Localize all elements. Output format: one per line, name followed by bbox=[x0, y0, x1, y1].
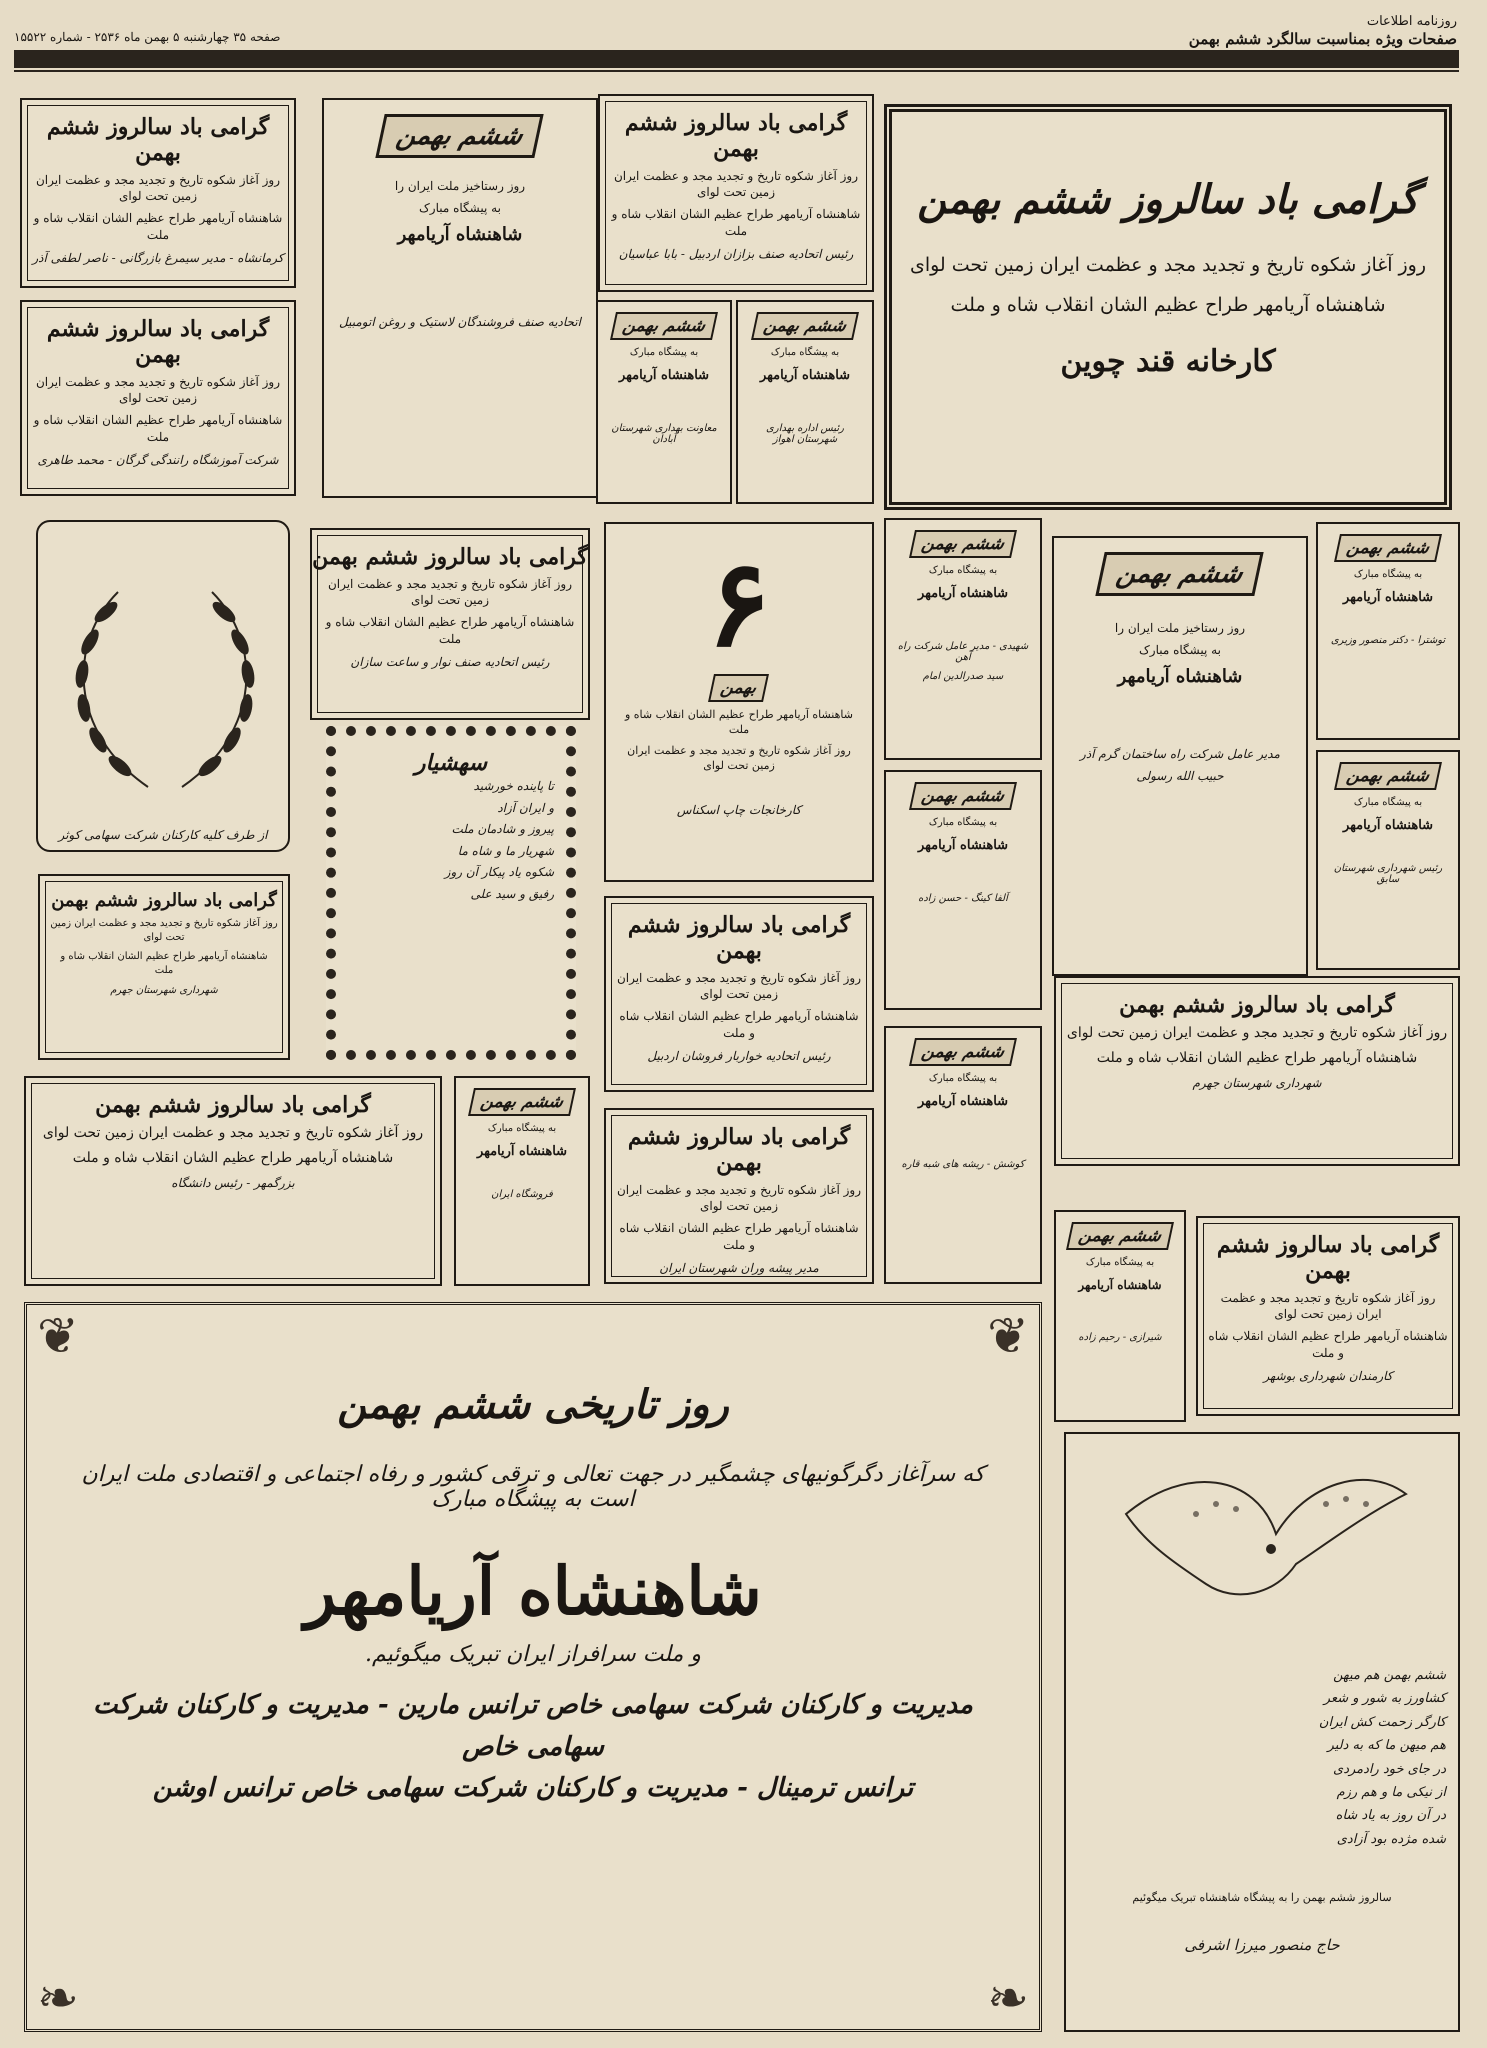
ad-line: به پیشگاه مبارک bbox=[1085, 1257, 1155, 1268]
ad-signature: شیرازی - رحیم زاده bbox=[1078, 1331, 1162, 1343]
ad-signature: کرمانشاه - مدیر سیمرغ بازرگانی - ناصر لطفی آذر bbox=[32, 250, 284, 265]
ad-signature: حاج منصور میرزا اشرفی bbox=[1184, 1935, 1340, 1954]
ad-line: به پیشگاه مبارک bbox=[487, 1123, 557, 1134]
ad-line: روز آغاز شکوه تاریخ و تجدید مجد و عظمت ایران زمین تحت لوای bbox=[627, 743, 851, 772]
ad-line: به پیشگاه مبارک bbox=[1139, 643, 1221, 658]
ad-line: به پیشگاه مبارک bbox=[1353, 569, 1423, 580]
header-rule-thin bbox=[14, 70, 1459, 72]
ad-line: به پیشگاه مبارک bbox=[1353, 797, 1423, 808]
ad-garm-azar bbox=[1052, 536, 1308, 976]
ad-line: روز آغاز شکوه تاریخ و تجدید مجد و عظمت ایران زمین تحت لوای bbox=[42, 1125, 424, 1141]
six-numeral: ۶ bbox=[706, 533, 772, 674]
ad-greeting: گرامی باد سالروز ششم بهمن bbox=[46, 316, 270, 368]
ad-signature: سید صدرالدین امام bbox=[922, 670, 1004, 682]
ad-line: به پیشگاه مبارک bbox=[419, 201, 501, 216]
ad-greeting: گرامی باد سالروز ششم بهمن bbox=[312, 544, 588, 570]
poem bbox=[1066, 1664, 1458, 1851]
ad-logo: ششم بهمن bbox=[610, 312, 718, 340]
ad-brand: شاهنشاه آریامهر bbox=[917, 837, 1009, 853]
poem-line: رفیق و سید علی bbox=[470, 886, 554, 901]
ad-signature: رئیس اتحادیه خواربار فروشان اردبیل bbox=[647, 1048, 831, 1063]
poem-line: در آن روز به یاد شاه bbox=[1335, 1808, 1446, 1824]
poem-line: و ایران آزاد bbox=[497, 800, 554, 815]
ad-logo: بهمن bbox=[708, 674, 769, 702]
ad-jahrom bbox=[1054, 976, 1460, 1166]
ad-signature: رئیس اداره بهداری شهرستان اهواز bbox=[766, 422, 844, 445]
ad-logo: ششم بهمن bbox=[1096, 552, 1265, 596]
ad-bushehr bbox=[1196, 1216, 1460, 1416]
ad-line: که سرآغاز دگرگونیهای چشمگیر در جهت تعالی و ترقی کشور و رفاه اجتماعی و اقتصادی ملت ایران است به پیشگاه مبارک bbox=[81, 1462, 985, 1512]
ad-signature: حبیب الله رسولی bbox=[1136, 769, 1224, 784]
ad-line: روز آغاز شکوه تاریخ و تجدید مجد و عظمت ایران زمین تحت لوای bbox=[35, 173, 281, 204]
ad-brand: شاهنشاه آریامهر bbox=[1342, 817, 1434, 833]
ad-logo: ششم بهمن bbox=[376, 114, 545, 158]
ad-line: روز آغاز شکوه تاریخ و تجدید مجد و عظمت ایران زمین تحت لوای bbox=[35, 375, 281, 406]
poem-line: کارگر زحمت کش ایران bbox=[1318, 1714, 1446, 1730]
ad-signature: کوشش - ریشه های شبه قاره bbox=[901, 1158, 1025, 1170]
ad-brand: شاهنشاه آریامهر bbox=[1117, 666, 1243, 688]
poem-line: کشاورز به شور و شعر bbox=[1323, 1691, 1446, 1707]
ad-ahvaz bbox=[736, 300, 874, 504]
ad-ardabil-grocers bbox=[604, 896, 874, 1092]
poem-line: از نیکی ما و هم رزم bbox=[1336, 1784, 1446, 1800]
ad-line: شاهنشاه آریامهر طراح عظیم الشان انقلاب شاه و ملت bbox=[1096, 1049, 1418, 1066]
ad-line: روز آغاز شکوه تاریخ و تجدید مجد و عظمت ایران زمین تحت لوای bbox=[616, 971, 862, 1002]
ad-trans-marine bbox=[24, 1302, 1042, 2032]
ad-signature: از طرف کلیه کارکنان شرکت سهامی کوثر bbox=[58, 828, 268, 842]
ad-line: شاهنشاه آریامهر طراح عظیم الشان انقلاب شاه و ملت bbox=[72, 1149, 394, 1166]
ad-line: شاهنشاه آریامهر طراح عظیم الشان انقلاب شاه و ملت bbox=[619, 1221, 859, 1252]
ad-line: سالروز ششم بهمن را به پیشگاه شاهنشاه تبریک میگوئیم bbox=[1132, 1891, 1392, 1905]
ad-greeting: گرامی باد سالروز ششم بهمن bbox=[95, 1092, 371, 1118]
ad-ardabil bbox=[598, 94, 874, 292]
ornament-icon: ❦ bbox=[987, 1307, 1029, 1365]
ad-signature: رئیس اتحادیه صنف نوار و ساعت سازان bbox=[350, 654, 550, 669]
ad-line: روز رستاخیز ملت ایران را bbox=[394, 179, 526, 193]
ad-line: شاهنشاه آریامهر طراح عظیم الشان انقلاب شاه و ملت bbox=[1208, 1329, 1448, 1360]
ad-imam bbox=[884, 518, 1042, 760]
ad-signature: کارخانجات چاپ اسکناس bbox=[676, 803, 802, 818]
ad-signature: فروشگاه ایران bbox=[491, 1188, 553, 1200]
ad-logo: ششم بهمن bbox=[909, 1038, 1017, 1066]
ad-line: شاهنشاه آریامهر طراح عظیم الشان انقلاب شاه و ملت bbox=[624, 708, 853, 736]
ad-six-bahman bbox=[604, 522, 874, 882]
ad-line: و ملت سرافراز ایران تبریک میگوئیم. bbox=[364, 1642, 702, 1667]
ad-logo: ششم بهمن bbox=[909, 530, 1017, 558]
ad-univ bbox=[24, 1076, 442, 1286]
ad-title: گرامی باد سالروز ششم بهمن bbox=[917, 176, 1419, 223]
ad-greeting: گرامی باد سالروز ششم بهمن bbox=[51, 890, 277, 911]
ad-line: به پیشگاه مبارک bbox=[928, 817, 998, 828]
laurel-wreath-icon bbox=[58, 562, 272, 802]
ad-title: روز تاریخی ششم بهمن bbox=[337, 1381, 729, 1428]
ad-signature: کارمندان شهرداری بوشهر bbox=[1263, 1368, 1393, 1383]
ad-brand: شاهنشاه آریامهر bbox=[917, 1093, 1009, 1109]
ad-logo: ششم بهمن bbox=[1066, 1222, 1174, 1250]
ad-brand: شاهنشاه آریامهر bbox=[397, 224, 523, 246]
ad-logo: ششم بهمن bbox=[468, 1088, 576, 1116]
ad-dove bbox=[1064, 1432, 1460, 2032]
ad-title: سهشیار bbox=[414, 750, 488, 776]
ad-line: روز آغاز شکوه تاریخ و تجدید مجد و عظمت ایران زمین تحت لوای bbox=[616, 1183, 862, 1214]
ad-line: به پیشگاه مبارک bbox=[770, 347, 840, 358]
dove-icon bbox=[1106, 1454, 1422, 1634]
ad-rahimzadeh bbox=[1054, 1210, 1186, 1422]
ad-logo: ششم بهمن bbox=[1334, 534, 1442, 562]
poem-line: شهریار ما و شاه ما bbox=[457, 843, 554, 858]
ad-line: روز رستاخیز ملت ایران را bbox=[1114, 621, 1246, 635]
ad-line: روز آغاز شکوه تاریخ و تجدید مجد و عظمت ایران زمین تحت لوای bbox=[1220, 1291, 1436, 1322]
ad-line: روز آغاز شکوه تاریخ و تجدید مجد و عظمت ایران زمین تحت لوای bbox=[909, 254, 1427, 276]
poem-line: پیروز و شادمان ملت bbox=[451, 822, 554, 837]
ad-line: شاهنشاه آریامهر طراح عظیم الشان انقلاب شاه و ملت bbox=[325, 615, 575, 646]
ad-brand: شاهنشاه آریامهر bbox=[1078, 1277, 1162, 1292]
ad-wreath bbox=[36, 520, 290, 852]
ornament-icon: ❧ bbox=[37, 1969, 79, 2027]
ad-greeting: گرامی باد سالروز ششم بهمن bbox=[627, 1124, 851, 1176]
ad-signature: شهرداری شهرستان جهرم bbox=[1192, 1075, 1322, 1090]
ad-abadan bbox=[596, 300, 732, 504]
ad-ghand-chovin bbox=[884, 104, 1452, 510]
ad-greeting: گرامی باد سالروز ششم بهمن bbox=[46, 114, 270, 166]
poem-line: شکوه یاد پیکار آن روز bbox=[444, 865, 554, 880]
header-rule bbox=[14, 50, 1459, 68]
ad-signature: رئیس اتحادیه صنف بزازان اردبیل - بابا عباسیان bbox=[618, 246, 854, 261]
poem-line: شده مژده بود آزادی bbox=[1336, 1831, 1446, 1847]
poem-line: در جای خود رادمردی bbox=[1333, 1761, 1446, 1777]
ad-line: روز آغاز شکوه تاریخ و تجدید مجد و عظمت ایران زمین تحت لوای bbox=[1066, 1025, 1448, 1041]
poem-line: هم میهن ما که به دلیر bbox=[1327, 1738, 1446, 1754]
ad-greeting: گرامی باد سالروز ششم بهمن bbox=[627, 912, 851, 964]
poem-line: ششم بهمن هم میهن bbox=[1333, 1668, 1446, 1683]
ad-brand: کارخانه قند چوین bbox=[1060, 344, 1276, 380]
ad-signature: رئیس شهرداری شهرستان سابق bbox=[1333, 862, 1443, 885]
ad-jahrom-small bbox=[38, 874, 290, 1060]
ad-line: شاهنشاه آریامهر طراح عظیم الشان انقلاب شاه و ملت bbox=[619, 1009, 859, 1040]
ad-signature: مدیریت و کارکنان شرکت سهامی خاص ترانس مارین - مدیریت و کارکنان شرکت سهامی خاص bbox=[93, 1690, 973, 1762]
ad-signature: مدیر پیشه وران شهرستان ایران bbox=[659, 1260, 819, 1275]
ornament-icon: ❦ bbox=[37, 1307, 79, 1365]
ad-signature: شهیدی - مدیر عامل شرکت راه آهن bbox=[897, 640, 1029, 663]
ad-brand: شاهنشاه آریامهر bbox=[618, 367, 710, 383]
ad-brand: شاهنشاه آریامهر bbox=[759, 367, 851, 383]
ad-signature: توشترا - دکتر منصور وزیری bbox=[1330, 634, 1446, 646]
ad-line: به پیشگاه مبارک bbox=[928, 565, 998, 576]
ad-line: شاهنشاه آریامهر طراح عظیم الشان انقلاب شاه و ملت bbox=[950, 293, 1386, 316]
ad-greeting: گرامی باد سالروز ششم بهمن bbox=[624, 110, 848, 162]
ad-kermanshah bbox=[20, 98, 296, 288]
ad-signature: بزرگمهر - رئیس دانشگاه bbox=[171, 1175, 295, 1190]
ad-logo: ششم بهمن bbox=[1334, 762, 1442, 790]
ad-iran-store bbox=[454, 1076, 590, 1286]
ad-tire-union bbox=[322, 98, 598, 498]
issue-info: صفحه ۳۵ چهارشنبه ۵ بهمن ماه ۲۵۳۶ - شماره ۱۵۵۲۲ bbox=[14, 30, 281, 44]
ad-koushesh bbox=[884, 1026, 1042, 1284]
ad-signature: شهرداری شهرستان جهرم bbox=[110, 985, 218, 996]
ad-signature: شرکت آموزشگاه رانندگی گرگان - محمد طاهری bbox=[37, 452, 279, 467]
ad-greeting: گرامی باد سالروز ششم بهمن bbox=[1119, 992, 1395, 1018]
ad-signature: آلفا کینگ - حسن زاده bbox=[918, 892, 1008, 904]
ad-vaziri bbox=[1316, 522, 1460, 740]
ad-signature: اتحادیه صنف فروشندگان لاستیک و روغن اتومبیل bbox=[339, 315, 581, 330]
ad-gorgan bbox=[20, 300, 296, 496]
ad-line: شاهنشاه آریامهر طراح عظیم الشان انقلاب شاه و ملت bbox=[33, 211, 283, 242]
ad-municipality bbox=[1316, 750, 1460, 970]
ad-signature: معاونت بهداری شهرستان آبادان bbox=[611, 422, 717, 445]
ad-brand: شاهنشاه آریامهر bbox=[1342, 589, 1434, 605]
ad-poem-scroll bbox=[326, 726, 576, 1060]
ad-watch-union bbox=[310, 528, 590, 720]
ad-signature: ترانس ترمینال - مدیریت و کارکنان شرکت سهامی خاص ترانس اوشن bbox=[152, 1773, 914, 1804]
ad-line: روز آغاز شکوه تاریخ و تجدید مجد و عظمت ایران زمین تحت لوای bbox=[613, 169, 859, 200]
ad-line: شاهنشاه آریامهر طراح عظیم الشان انقلاب شاه و ملت bbox=[60, 951, 268, 976]
ornament-icon: ❧ bbox=[987, 1969, 1029, 2027]
newspaper-name: روزنامه اطلاعات bbox=[1366, 14, 1457, 29]
ad-line: به پیشگاه مبارک bbox=[629, 347, 699, 358]
poem bbox=[336, 776, 566, 906]
ad-line: شاهنشاه آریامهر طراح عظیم الشان انقلاب شاه و ملت bbox=[611, 207, 861, 238]
ad-line: به پیشگاه مبارک bbox=[928, 1073, 998, 1084]
ad-brand: شاهنشاه آریامهر bbox=[917, 585, 1009, 601]
section-title: صفحات ویژه بمناسبت سالگرد ششم بهمن bbox=[1188, 30, 1457, 48]
poem-line: تا پاینده خورشید bbox=[473, 779, 554, 793]
ad-logo: ششم بهمن bbox=[751, 312, 859, 340]
ad-line: شاهنشاه آریامهر طراح عظیم الشان انقلاب شاه و ملت bbox=[33, 413, 283, 444]
ad-brand: شاهنشاه آریامهر bbox=[476, 1143, 568, 1159]
ad-signature: مدیر عامل شرکت راه ساختمان گرم آذر bbox=[1080, 747, 1280, 762]
ad-line: روز آغاز شکوه تاریخ و تجدید مجد و عظمت ایران زمین تحت لوای bbox=[50, 918, 278, 943]
ad-greeting: گرامی باد سالروز ششم بهمن bbox=[1216, 1232, 1440, 1284]
ad-logo: ششم بهمن bbox=[909, 782, 1017, 810]
ad-line: روز آغاز شکوه تاریخ و تجدید مجد و عظمت ایران زمین تحت لوای bbox=[327, 577, 573, 608]
ad-brand: شاهنشاه آریامهر bbox=[304, 1552, 762, 1630]
ad-tradesmen bbox=[604, 1108, 874, 1284]
ad-alfa-king bbox=[884, 770, 1042, 1010]
